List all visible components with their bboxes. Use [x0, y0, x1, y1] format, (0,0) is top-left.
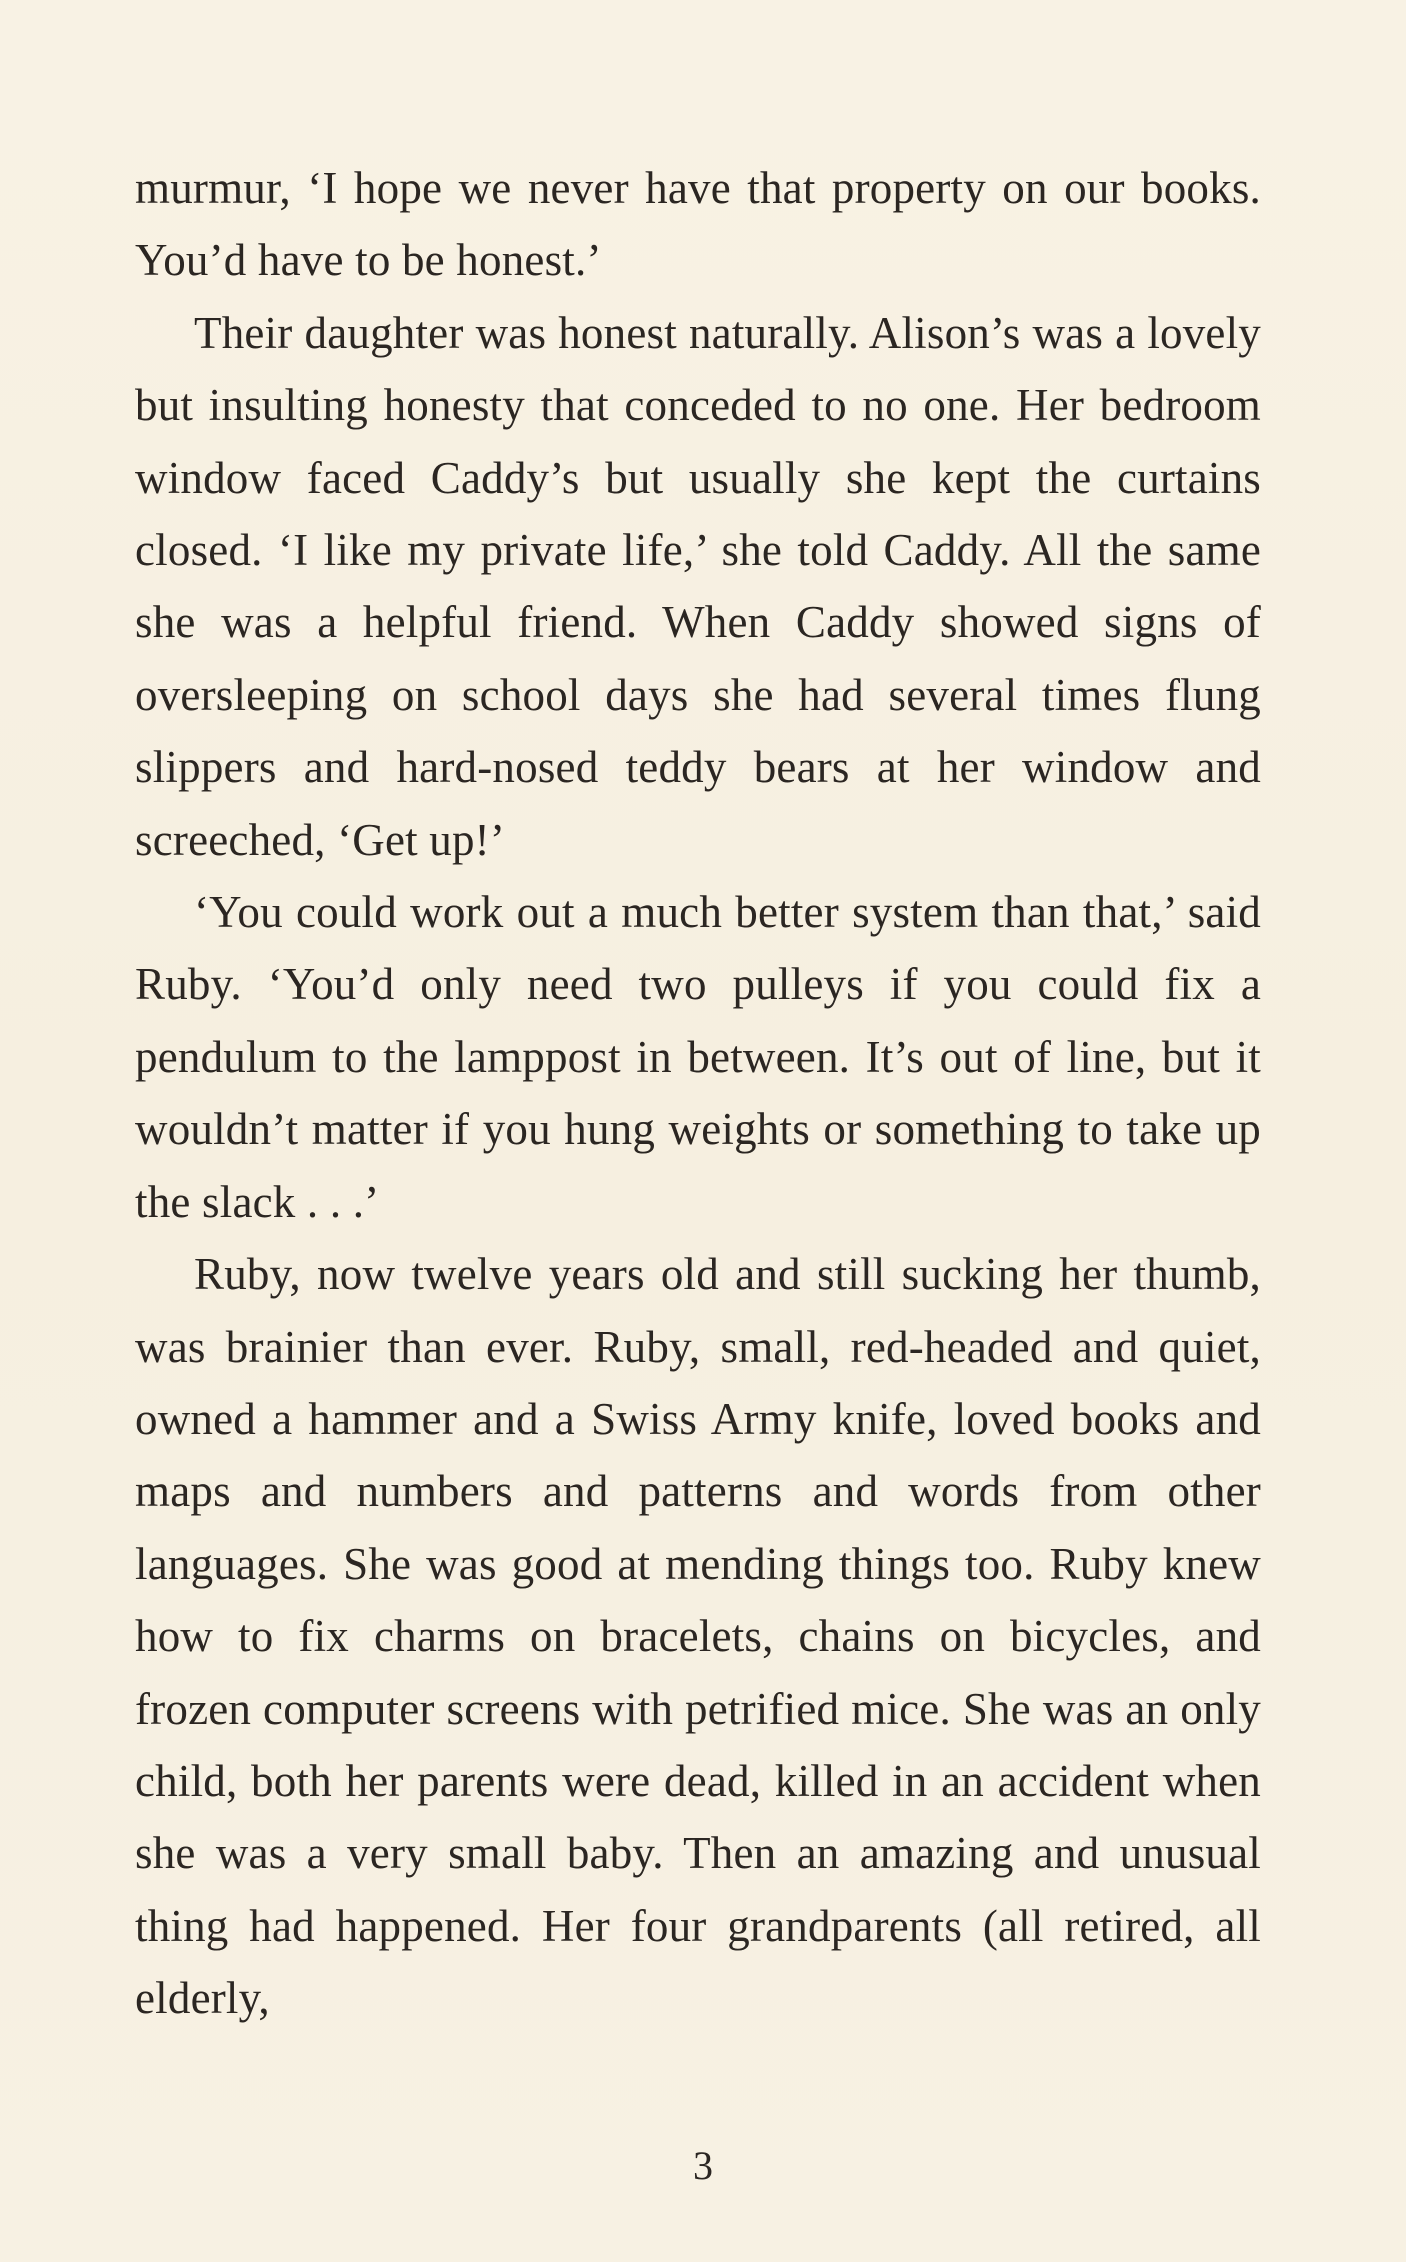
body-text [135, 152, 1261, 2035]
paragraph-3: ‘You could work out a much better system than that,’ said Ruby. ‘You’d only need two pulleys if you could fix a pendulum to the lamppost in between. It’s out of line, but it wouldn’t matter if you hung weights or something to take up the slack . . .’ [135, 887, 1261, 1227]
paragraph-4: Ruby, now twelve years old and still sucking her thumb, was brainier than ever. Ruby, small, red-headed and quiet, owned a hammer and a Swiss Army knife, loved books and maps and numbers and patterns and words from other languages. She was good at mending things too. Ruby knew how to fix charms on bracelets, chains on bicycles, and frozen computer screens with petrified mice. She was an only child, both her parents were dead, killed in an accident when she was a very small baby. Then an amazing and unusual thing had happened. Her four grandparents (all retired, all elderly, [135, 1249, 1261, 2024]
paragraph-2: Their daughter was honest naturally. Alison’s was a lovely but insulting honesty that conceded to no one. Her bedroom window faced Caddy’s but usually she kept the curtains closed. ‘I like my private life,’ she told Caddy. All the same she was a helpful friend. When Caddy showed signs of oversleeping on school days she had several times flung slippers and hard-nosed teddy bears at her window and screeched, ‘Get up!’ [135, 307, 1261, 865]
page-number: 3 [693, 2143, 713, 2188]
paragraph-1: murmur, ‘I hope we never have that property on our books. You’d have to be honest.’ [135, 163, 1261, 286]
